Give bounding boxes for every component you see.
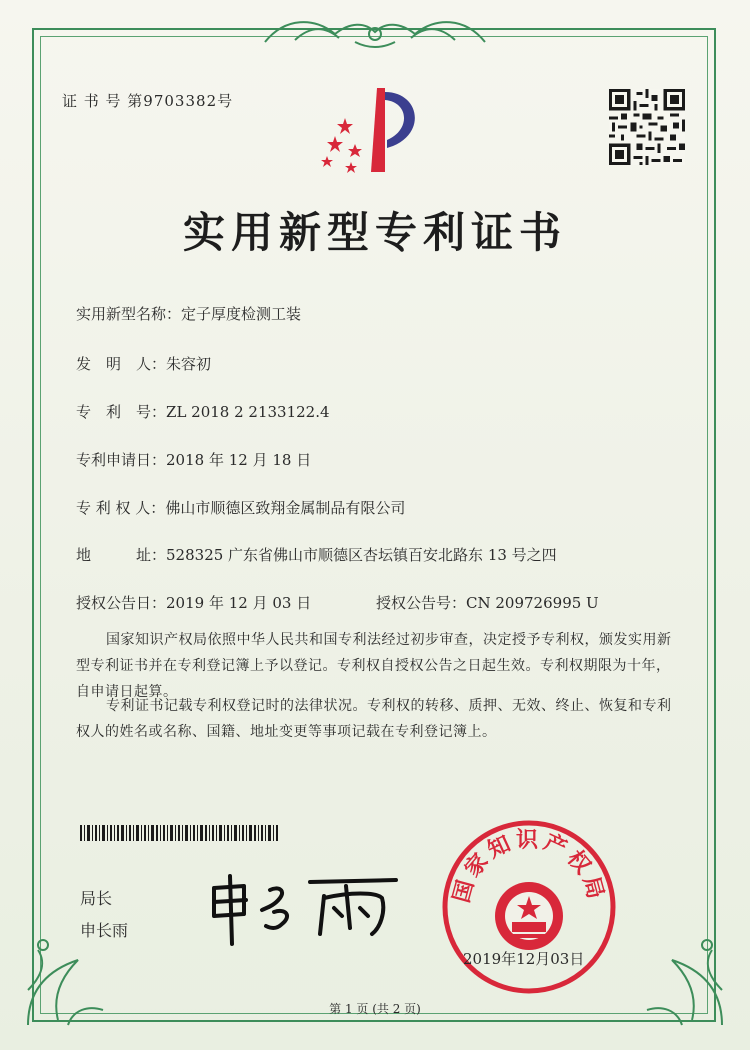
seal-text: 国家知识产权局 bbox=[448, 827, 610, 906]
certificate-title: 实用新型专利证书 bbox=[182, 208, 567, 257]
field-value: 2019 年 12 月 03 日 bbox=[166, 594, 312, 612]
page-number: 第 1 页 (共 2 页) bbox=[329, 1002, 421, 1016]
body-paragraph-2: 专利证书记载专利权登记时的法律状况。专利权的转移、质押、无效、终止、恢复和专利权人的姓名或名称、国籍、地址变更等事项记载在专利登记簿上。 bbox=[76, 698, 672, 740]
field-patentee bbox=[76, 497, 405, 518]
field-label: 地 址： bbox=[76, 546, 167, 564]
cnipa-logo-icon bbox=[315, 84, 435, 176]
field-label: 发 明 人： bbox=[76, 355, 167, 373]
field-label: 专 利 号： bbox=[76, 403, 167, 421]
field-inventor bbox=[76, 353, 211, 374]
field-label: 授权公告号： bbox=[376, 594, 467, 612]
certificate-number: 证 书 号 第9703382号 bbox=[62, 92, 234, 110]
handwritten-signature-icon bbox=[200, 868, 400, 948]
field-label: 专 利 权 人： bbox=[76, 499, 166, 517]
director-title: 局长 bbox=[80, 889, 113, 908]
field-label: 专利申请日： bbox=[76, 451, 167, 469]
field-patent-number bbox=[76, 401, 330, 422]
body-paragraph-1: 国家知识产权局依照中华人民共和国专利法经过初步审查，决定授予专利权，颁发实用新型专利证书并在专利登记簿上予以登记。专利权自授权公告之日起生效。专利权期限为十年，自申请日起算。 bbox=[76, 632, 672, 700]
field-address bbox=[76, 544, 557, 565]
field-value: 528325 广东省佛山市顺德区杏坛镇百安北路东 13 号之四 bbox=[166, 546, 557, 564]
seal-date: 2019年12月03日 bbox=[463, 950, 585, 968]
field-value: 佛山市顺德区致翔金属制品有限公司 bbox=[165, 499, 406, 517]
field-value: 定子厚度检测工装 bbox=[181, 305, 302, 323]
field-filing-date bbox=[76, 449, 311, 470]
field-grant-number bbox=[376, 592, 599, 613]
field-value: 朱容初 bbox=[166, 355, 212, 373]
top-ornament-icon bbox=[255, 12, 495, 52]
qr-code-icon bbox=[609, 89, 685, 165]
director-name: 申长雨 bbox=[80, 921, 129, 940]
barcode-icon bbox=[80, 825, 280, 841]
field-utility-model-name bbox=[76, 303, 301, 324]
field-value: ZL 2018 2 2133122.4 bbox=[166, 403, 330, 421]
field-value: CN 209726995 U bbox=[466, 594, 599, 612]
official-seal-icon bbox=[440, 818, 618, 996]
field-grant-date bbox=[76, 592, 311, 613]
field-value: 2018 年 12 月 18 日 bbox=[166, 451, 312, 469]
field-label: 实用新型名称： bbox=[76, 305, 182, 323]
field-label: 授权公告日： bbox=[76, 594, 167, 612]
